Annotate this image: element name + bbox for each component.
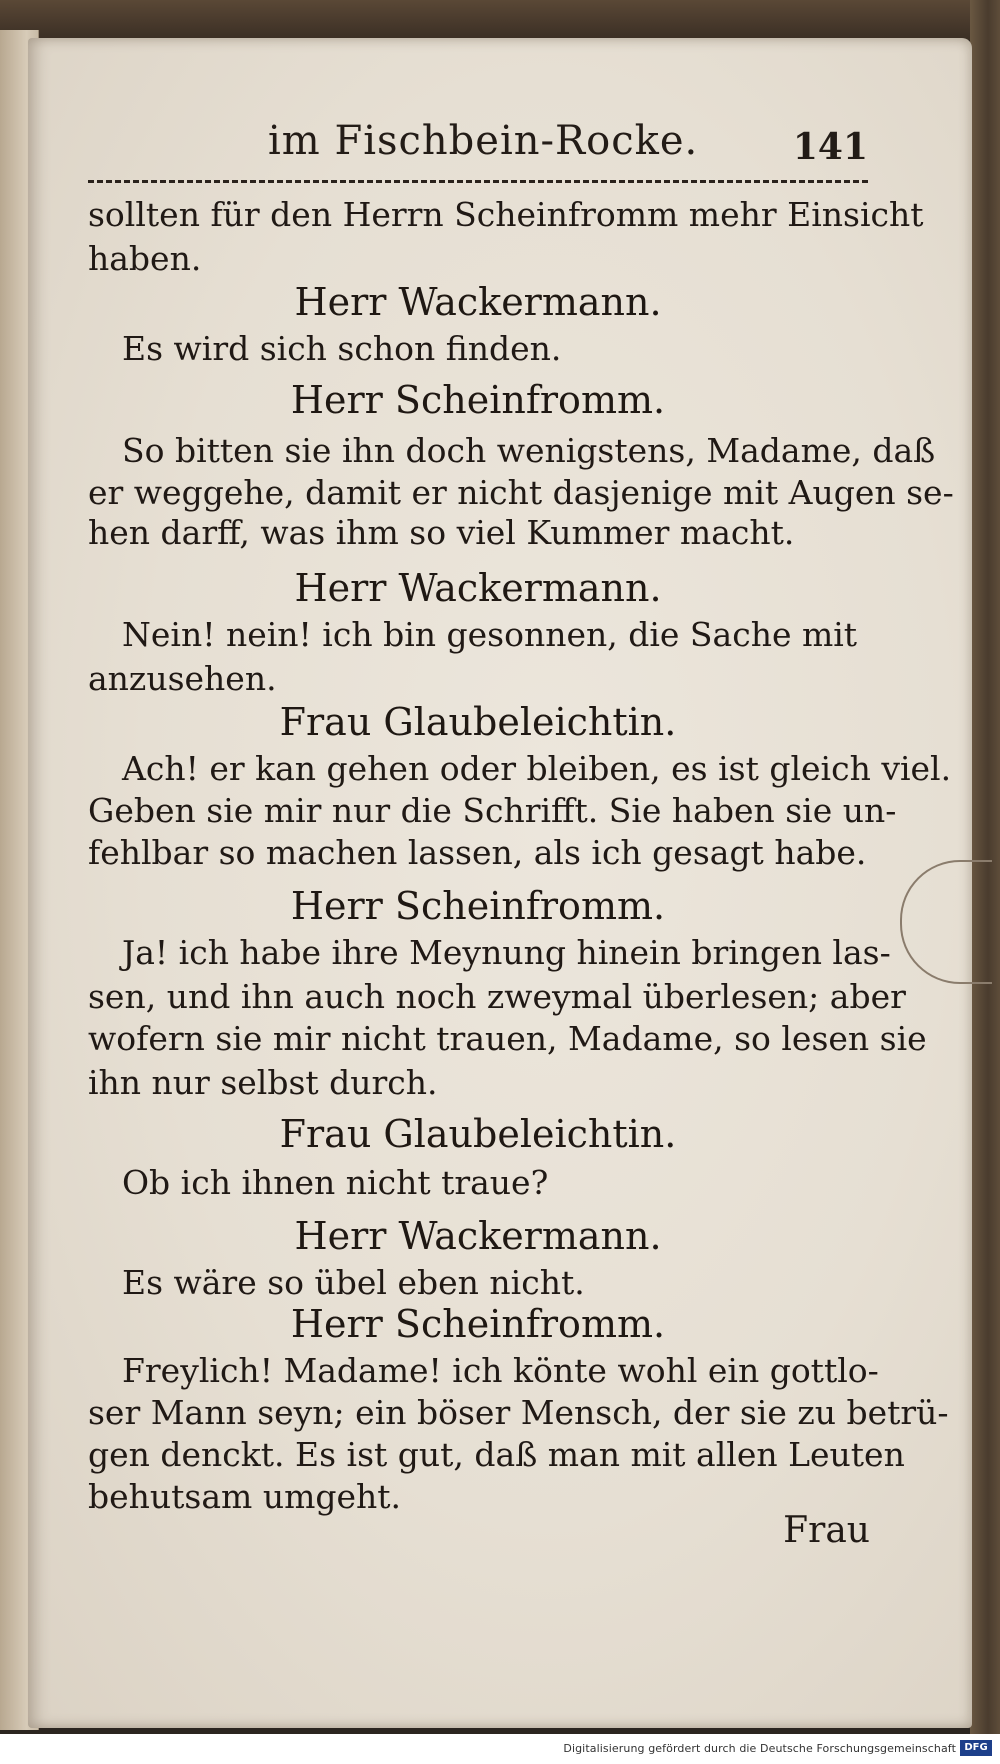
text-line: behutsam umgeht. <box>88 1477 402 1516</box>
text-line: sen, und ihn auch noch zweymal überlesen; aber <box>88 977 906 1016</box>
text-line: ser Mann seyn; ein böser Mensch, der sie zu betrü- <box>88 1393 949 1432</box>
speaker-heading: Herr Wackermann. <box>294 1214 662 1258</box>
text-line: haben. <box>88 239 202 278</box>
text-line: Ob ich ihnen nicht traue? <box>122 1163 549 1202</box>
text-line: fehlbar so machen lassen, als ich gesagt habe. <box>88 833 867 872</box>
text-line: anzusehen. <box>88 659 277 698</box>
text-line: Geben sie mir nur die Schrifft. Sie haben sie un- <box>88 791 897 830</box>
speaker-heading: Frau Glaubeleichtin. <box>279 700 677 744</box>
page-number: 141 <box>792 126 868 168</box>
text-line: sollten für den Herrn Scheinfromm mehr Einsicht <box>88 195 924 234</box>
text-line: Ach! er kan gehen oder bleiben, es ist gleich viel. <box>122 749 952 788</box>
page-header <box>88 118 868 178</box>
speaker-heading: Herr Scheinfromm. <box>290 884 666 928</box>
book-top-edge <box>0 0 1000 40</box>
text-line: hen darff, was ihm so viel Kummer macht. <box>88 513 795 552</box>
text-line: Nein! nein! ich bin gesonnen, die Sache mit <box>122 615 858 654</box>
text-line: ihn nur selbst durch. <box>88 1063 438 1102</box>
speaker-heading: Herr Scheinfromm. <box>290 378 666 422</box>
running-title: im Fischbein-Rocke. <box>268 118 699 164</box>
text-line: Es wäre so übel eben nicht. <box>122 1263 585 1302</box>
speaker-heading: Frau Glaubeleichtin. <box>279 1112 677 1156</box>
header-rule <box>88 180 868 183</box>
text-line: Ja! ich habe ihre Meynung hinein bringen las- <box>122 933 891 972</box>
dfg-logo-icon: DFG <box>960 1740 992 1756</box>
catchword: Frau <box>783 1510 870 1551</box>
text-line: Es wird sich schon finden. <box>122 329 562 368</box>
text-line: So bitten sie ihn doch wenigstens, Madame, daß <box>122 431 936 470</box>
speaker-heading: Herr Wackermann. <box>294 566 662 610</box>
text-line: Freylich! Madame! ich könte wohl ein gottlo- <box>122 1351 879 1390</box>
text-line: wofern sie mir nicht trauen, Madame, so lesen sie <box>88 1019 927 1058</box>
speaker-heading: Herr Scheinfromm. <box>290 1302 666 1346</box>
footer-credit: Digitalisierung gefördert durch die Deutsche Forschungsgemeinschaft <box>563 1742 956 1755</box>
text-line: er weggehe, damit er nicht dasjenige mit Augen se- <box>88 473 954 512</box>
speaker-heading: Herr Wackermann. <box>294 280 662 324</box>
text-line: gen denckt. Es ist gut, daß man mit allen Leuten <box>88 1435 905 1474</box>
